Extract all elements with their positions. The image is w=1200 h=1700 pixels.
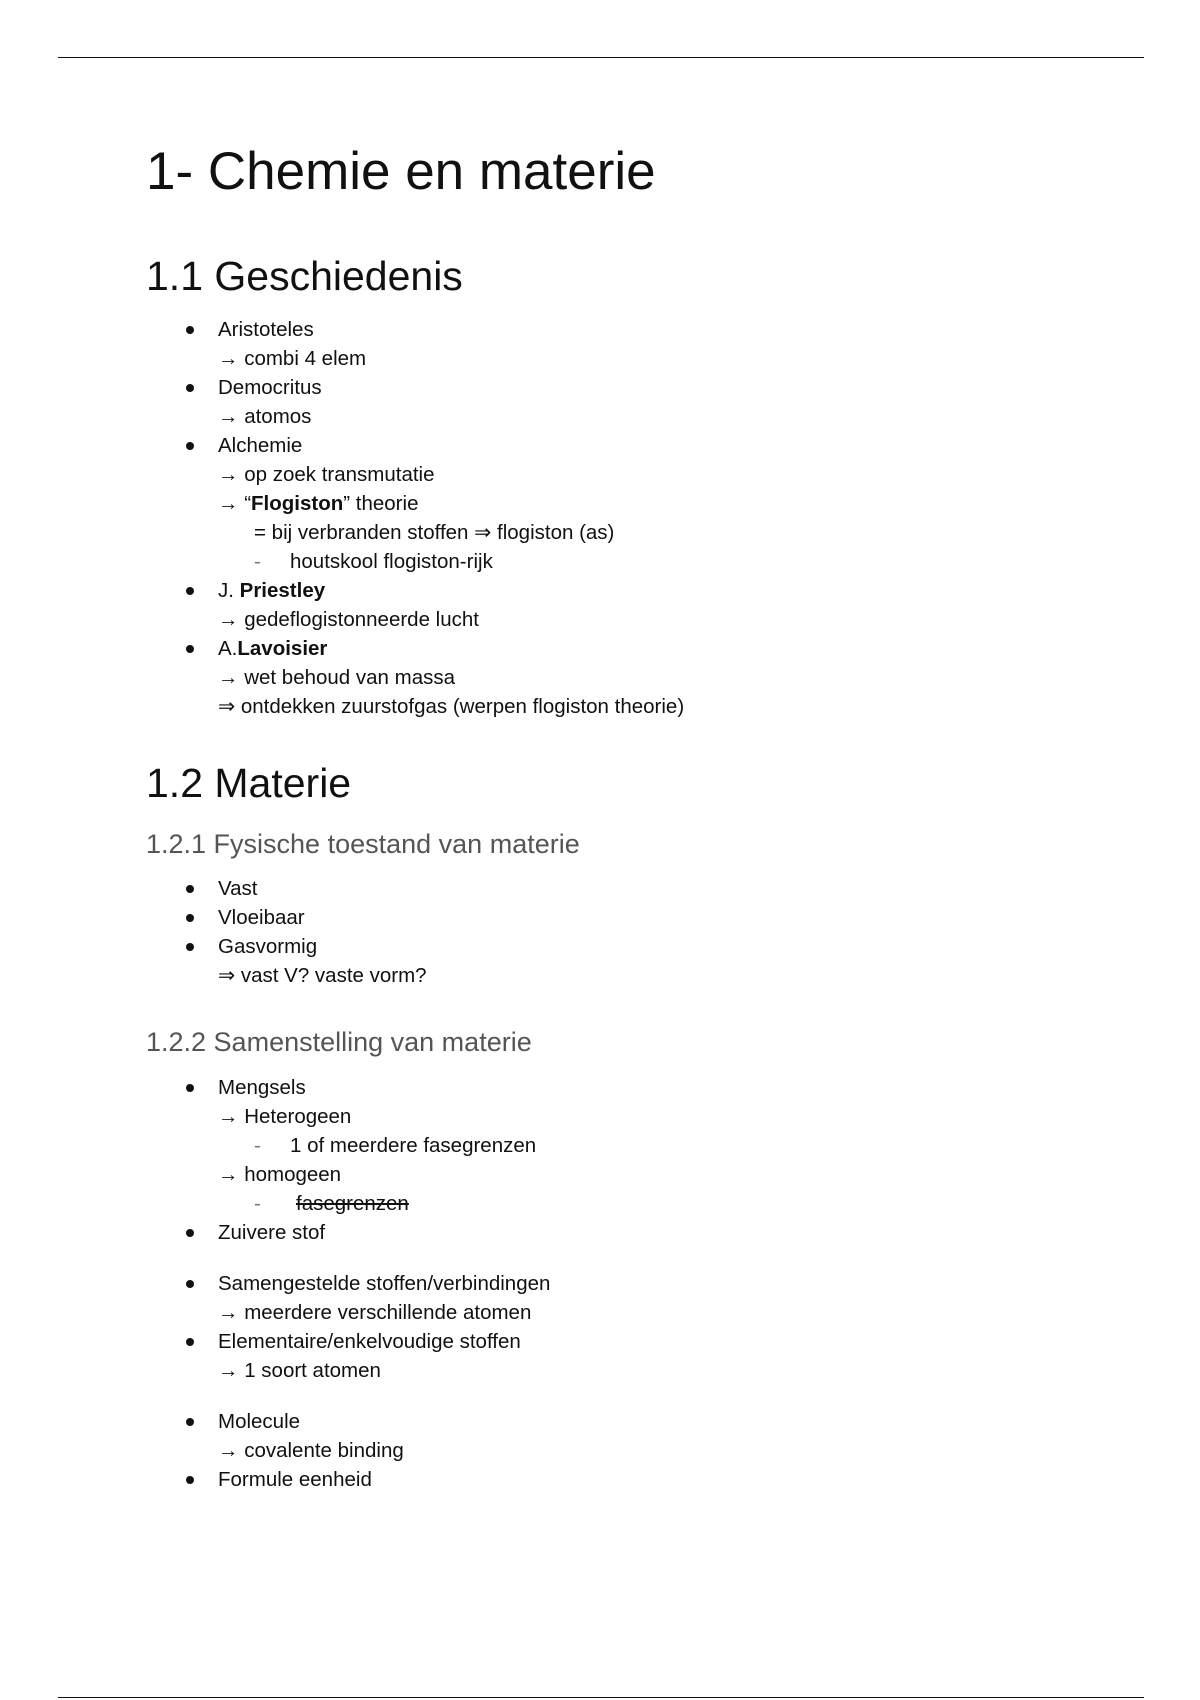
item-note: → op zoek transmutatie: [218, 462, 435, 486]
sub-bullet: [218, 1189, 1106, 1218]
subsection-heading-fysische-toestand: 1.2.1 Fysische toestand van materie: [146, 828, 580, 859]
section-heading-materie: 1.2 Materie: [146, 759, 352, 806]
subsection-heading-samenstelling: 1.2.2 Samenstelling van materie: [146, 1027, 532, 1058]
section-heading-geschiedenis: 1.1 Geschiedenis: [146, 252, 463, 299]
struck-text: fasegrenzen: [296, 1191, 409, 1215]
item-priestley: J. Priestley: [218, 578, 326, 602]
item-note: → Heterogeen: [218, 1104, 352, 1128]
list-item: Samengestelde stoffen/verbindingen → meerdere verschillende atomen: [146, 1269, 1106, 1327]
flogiston-line: → “Flogiston” theorie: [218, 491, 419, 515]
item-note: → covalente binding: [218, 1438, 404, 1462]
item-note: ⇒ ontdekken zuurstofgas (werpen flogiston theorie): [218, 694, 685, 718]
top-rule: [58, 57, 1144, 58]
item-note: → 1 soort atomen: [218, 1358, 381, 1382]
item-note: ⇒ vast V? vaste vorm?: [218, 964, 427, 988]
sub-bullet: - houtskool flogiston-rijk: [218, 547, 1106, 576]
history-list: [146, 315, 1106, 721]
list-item: Gasvormig ⇒ vast V? vaste vorm?: [146, 932, 1106, 990]
list-item: [146, 315, 1106, 373]
item-note: → combi 4 elem: [218, 346, 367, 370]
list-item: [146, 373, 1106, 431]
item-note: → homogeen: [218, 1162, 342, 1186]
list-item: Formule eenheid: [146, 1465, 1106, 1494]
list-item: [146, 576, 1106, 634]
bottom-rule: [58, 1697, 1144, 1698]
page-title: 1- Chemie en materie: [146, 142, 656, 201]
item-note: → gedeflogistonneerde lucht: [218, 607, 479, 631]
list-item: Elementaire/enkelvoudige stoffen → 1 soort atomen: [146, 1327, 1106, 1385]
states-list: [146, 874, 1106, 990]
item-alchemie: Alchemie: [218, 433, 303, 457]
flogiston-definition: = bij verbranden stoffen ⇒ flogiston (as): [254, 520, 615, 544]
dash-marker: -: [254, 1191, 261, 1215]
list-item: Zuivere stof: [146, 1218, 1106, 1247]
list-item: Vloeibaar: [146, 903, 1106, 932]
dash-marker: -: [254, 549, 261, 573]
list-item: [146, 634, 1106, 721]
dash-marker: -: [254, 1133, 261, 1157]
list-item: Vast: [146, 874, 1106, 903]
list-item: Molecule → covalente binding: [146, 1407, 1106, 1465]
item-note: → meerdere verschillende atomen: [218, 1300, 532, 1324]
item-lavoisier: A.Lavoisier: [218, 636, 328, 660]
composition-list: [146, 1073, 1106, 1494]
item-aristoteles: Aristoteles: [218, 317, 314, 341]
list-item: Mengsels → Heterogeen - 1 of meerdere fasegrenzen → homogeen - fasegrenzen: [146, 1073, 1106, 1218]
flogiston-term: Flogiston: [251, 491, 344, 515]
item-note: → atomos: [218, 404, 312, 428]
item-note: → wet behoud van massa: [218, 665, 456, 689]
item-democritus: Democritus: [218, 375, 322, 399]
list-item: [146, 431, 1106, 576]
sub-bullet: - 1 of meerdere fasegrenzen: [218, 1131, 1106, 1160]
document-body: [146, 140, 1106, 1494]
